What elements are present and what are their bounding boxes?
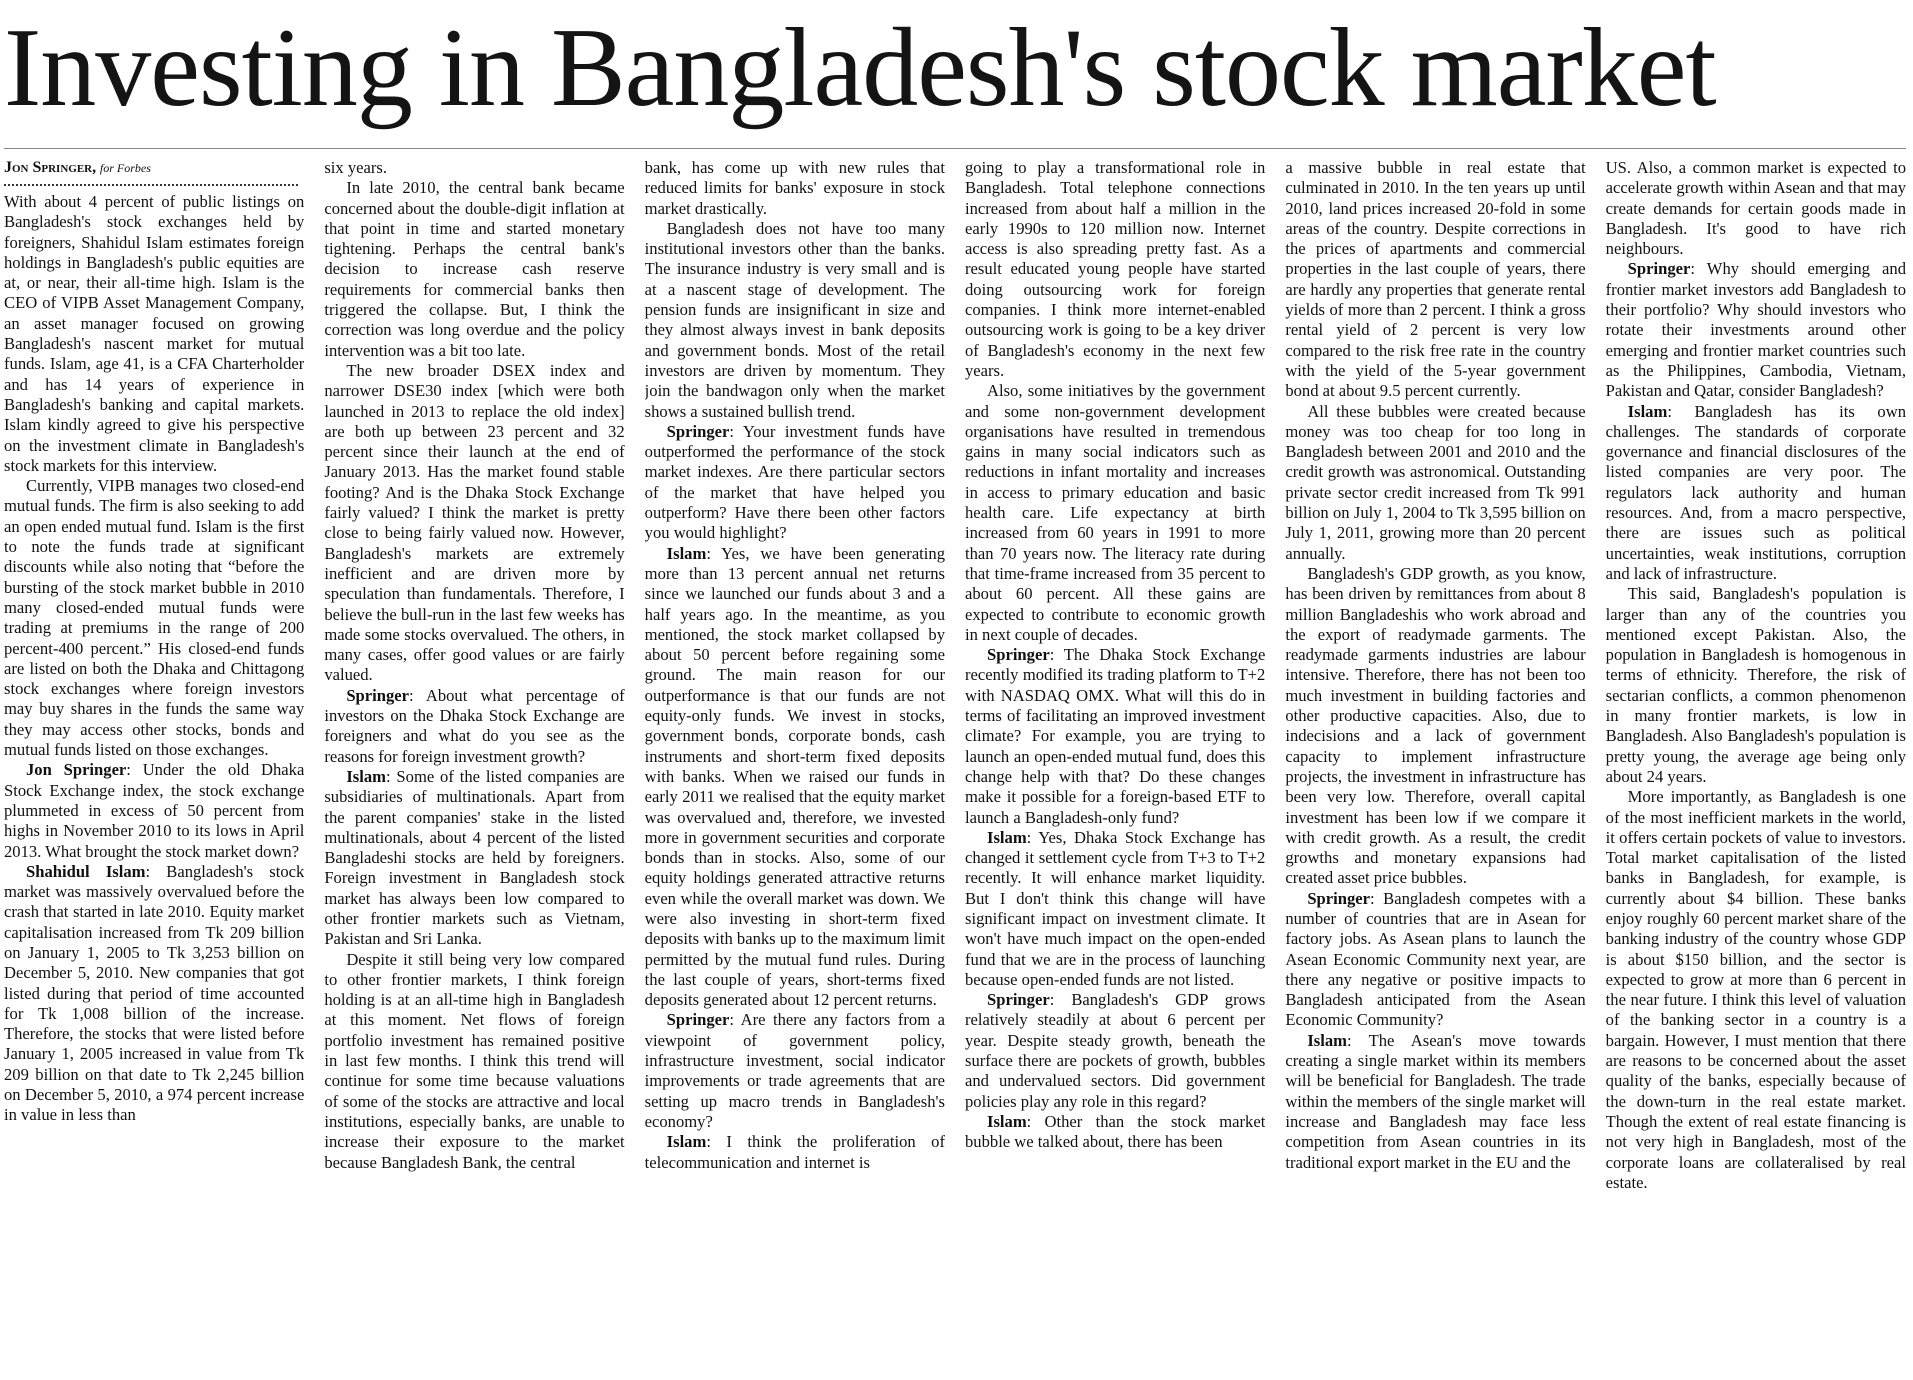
paragraph-text: : Bangladesh has its own challenges. The standards of corporate governance and financial disclosures of the listed companies are very poor. The regulators lack authority and human resources. And, from a macro perspective, there are issues such as political uncertainties, weak institutions, corruption and lack of infrastructure. bbox=[1605, 401, 1906, 583]
article-paragraph bbox=[645, 1132, 945, 1173]
article-paragraph bbox=[1606, 158, 1906, 259]
article-paragraph bbox=[965, 381, 1265, 645]
speaker-label: Islam bbox=[666, 543, 707, 563]
article-paragraph bbox=[324, 767, 624, 950]
article-paragraph bbox=[4, 862, 304, 1126]
article-paragraph bbox=[965, 645, 1265, 828]
article-paragraph bbox=[1606, 402, 1906, 585]
paragraph-text: Bangladesh does not have too many institutional investors other than the banks. The insurance industry is very small and is at a nascent stage of development. The pension funds are insignificant in size and they almost always invest in bank deposits and government bonds. Most of the retail investors are driven by momentum. They join the bandwagon only when the market shows a sustained bullish trend. bbox=[644, 218, 945, 421]
paragraph-text: In late 2010, the central bank became concerned about the double-digit inflation at that point in time and started monetary tightening. Perhaps the central bank's decision to increase cash reserve requirements for commercial banks then triggered the collapse. But, I think the correction was long overdue and the policy intervention was a bit too late. bbox=[324, 178, 625, 360]
paragraph-text: : Yes, Dhaka Stock Exchange has changed it settlement cycle from T+3 to T+2 recently. It will enhance market liquidity. But I don't think this change will have significant impact on investment climate. It won't have much impact on the open-ended fund that we are in the process of launching because open-ended funds are not listed. bbox=[965, 827, 1266, 989]
paragraph-text: Currently, VIPB manages two closed-end mutual funds. The firm is also seeking to add an open ended mutual fund. Islam is the first to note the funds trade at significant discounts while also noting that “before the bursting of the stock market bubble in 2010 many closed-ended mutual funds were trading at premiums in the range of 200 percent-400 percent.” His closed-end funds are listed on both the Dhaka and Chittagong stock exchanges where foreign investors may buy shares in the funds the same way they may access other stocks, bonds and mutual funds listed on those exchanges. bbox=[4, 476, 305, 760]
article-column-1 bbox=[4, 158, 304, 1376]
article-paragraph bbox=[4, 760, 304, 861]
article-paragraph bbox=[324, 158, 624, 178]
byline-divider bbox=[4, 178, 298, 186]
article-paragraph bbox=[965, 990, 1265, 1112]
article-paragraph bbox=[1606, 584, 1906, 787]
paragraph-text: : I think the proliferation of telecommunication and internet is bbox=[644, 1132, 945, 1172]
paragraph-text: : The Dhaka Stock Exchange recently modified its trading platform to T+2 with NASDAQ OMX. What will this do in terms of facilitating an improved investment climate? For example, you are trying to launch an open-ended mutual fund, does this change help with that? Do these changes make it possible for a foreign-based ETF to launch a Bangladesh-only fund? bbox=[965, 645, 1266, 827]
speaker-label: Islam bbox=[346, 766, 386, 786]
speaker-label: Springer bbox=[987, 645, 1050, 665]
article-column-6 bbox=[1606, 158, 1906, 1376]
article-paragraph bbox=[645, 158, 945, 219]
speaker-label: Springer bbox=[666, 1010, 730, 1030]
article-columns bbox=[4, 158, 1906, 1376]
paragraph-text: : Some of the listed companies are subsidiaries of multinationals. Apart from the parent companies' stake in the listed multinationals, about 4 percent of the listed Bangladeshi stocks are held by foreigners. Foreign investment in Bangladesh stock market has always been low compared to other frontier markets such as Vietnam, Pakistan and Sri Lanka. bbox=[324, 766, 625, 949]
article-paragraph bbox=[645, 1010, 945, 1132]
paragraph-text: : The Asean's move towards creating a single market within its members will be beneficial for Bangladesh. The trade within the members of the single market will increase and Bangladesh may face less competition from Asean countries in its traditional export market in the EU and the bbox=[1285, 1030, 1586, 1172]
speaker-label: Islam bbox=[1307, 1030, 1347, 1050]
article-paragraph bbox=[4, 476, 304, 760]
speaker-label: Islam bbox=[987, 1111, 1027, 1131]
headline: Investing in Bangladesh's stock market bbox=[4, 6, 1716, 130]
paragraph-text: : Bangladesh's stock market was massively overvalued before the crash that started in late 2010. Equity market capitalisation increased from Tk 209 billion on January 1, 2005 to Tk 3,253 billion on December 5, 2010. New companies that got listed during that period of time accounted for Tk 1,008 billion of the increase. Therefore, the stocks that were listed before January 1, 2005 increased in value from Tk 209 billion on that date to Tk 2,245 billion on December 5, 2010, a 974 percent increase in value in less than bbox=[4, 861, 305, 1125]
article-paragraph bbox=[645, 219, 945, 422]
paragraph-text: : Other than the stock market bubble we talked about, there has been bbox=[965, 1111, 1266, 1152]
article-paragraph bbox=[965, 828, 1265, 990]
headline-rule bbox=[4, 148, 1906, 149]
article-paragraph bbox=[324, 686, 624, 767]
paragraph-text: Despite it still being very low compared to other frontier markets, I think foreign holding is at an all-time high in Bangladesh at this moment. Net flows of foreign portfolio investment has remained positive in last few months. I think this trend will continue for some time because valuations of some of the stocks are attractive and local institutions, especially banks, are unable to increase their exposure to the market because Bangladesh Bank, the central bbox=[324, 949, 625, 1172]
article-paragraph bbox=[645, 544, 945, 1011]
speaker-label: Springer bbox=[987, 990, 1050, 1010]
article-paragraph bbox=[1606, 787, 1906, 1193]
paragraph-text: : About what percentage of investors on the Dhaka Stock Exchange are foreigners and what do you see as the reasons for foreign investment growth? bbox=[324, 685, 625, 766]
article-paragraph bbox=[1285, 1031, 1585, 1173]
paragraph-text: All these bubbles were created because money was too cheap for too long in Bangladesh between 2001 and 2010 and the credit growth was astronomical. Outstanding private sector credit increased from Tk 991 billion on July 1, 2004 to Tk 3,595 billion on July 1, 2011, growing more than 20 percent annually. bbox=[1285, 401, 1586, 563]
speaker-label: Shahidul Islam bbox=[26, 861, 146, 881]
speaker-label: Jon Springer bbox=[26, 760, 127, 780]
paragraph-text: six years. bbox=[324, 158, 388, 177]
paragraph-text: : Your investment funds have outperformed the performance of the stock market indexes. Are there particular sectors of the market that have helped you outperform? Have there been other factors you would highlight? bbox=[644, 421, 945, 543]
article-column-2 bbox=[324, 158, 624, 1376]
paragraph-text: : Why should emerging and frontier market investors add Bangladesh to their portfolio? Why should investors who rotate their investments around other emerging and frontier market countries such as the Philippines, Cambodia, Vietnam, Pakistan and Qatar, consider Bangladesh? bbox=[1605, 259, 1906, 401]
paragraph-text: : Under the old Dhaka Stock Exchange index, the stock exchange plummeted in excess of 50 percent from highs in November 2010 to its lows in April 2013. What brought the stock market down? bbox=[4, 760, 305, 861]
article-paragraph bbox=[324, 361, 624, 686]
byline-outlet: for Forbes bbox=[99, 161, 151, 175]
paragraph-text: : Yes, we have been generating more than 13 percent annual net returns since we launched our funds about 3 and a half years ago. In the meantime, as you mentioned, the stock market collapsed by about 50 percent before regaining some ground. The main reason for our outperformance is that our funds are not equity-only funds. We invest in stocks, government bonds, corporate bonds, cash instruments and short-term fixed deposits with banks. When we raised our funds in early 2011 we realised that the equity market was overvalued and, therefore, we invested more in government securities and corporate bonds than in stocks. Also, some of our equity holdings generated attractive returns even while the overall market was down. We were also investing in short-term fixed deposits with banks up to the maximum limit permitted by the mutual fund rules. During the last couple of years, short-terms fixed deposits generated about 12 percent returns. bbox=[644, 543, 945, 1010]
article-paragraph bbox=[965, 1112, 1265, 1153]
paragraph-text: Bangladesh's GDP growth, as you know, has been driven by remittances from about 8 million Bangladeshis who work abroad and the export of readymade garments. The readymade garments industries are labour intensive. Therefore, there has not been too much investment in building factories and other productive capacities. Also, due to indecisions and a lack of government capacity to implement infrastructure projects, the investment in infrastructure has been very low. Therefore, overall capital investment has been low if we compare it with credit growth. As a result, the credit growths and monetary expansions had created asset price bubbles. bbox=[1285, 563, 1586, 888]
byline-author: Jon Springer, bbox=[4, 159, 97, 176]
paragraph-text: bank, has come up with new rules that reduced limits for banks' exposure in stock market drastically. bbox=[644, 158, 945, 218]
speaker-label: Islam bbox=[987, 827, 1027, 847]
speaker-label: Springer bbox=[346, 685, 410, 705]
paragraph-text: going to play a transformational role in Bangladesh. Total telephone connections increased from about half a million in the early 1990s to 120 million now. Internet access is also spreading pretty fast. As a result educated young people have started doing outsourcing work for foreign companies. I think more internet-enabled outsourcing work is going to be a key driver of Bangladesh's economy in the next few years. bbox=[965, 158, 1266, 380]
paragraph-text: : Are there any factors from a viewpoint of government policy, infrastructure investment, social indicator improvements or trade agreements that are setting up macro trends in Bangladesh's economy? bbox=[644, 1010, 945, 1131]
paragraph-text: : Bangladesh's GDP grows relatively steadily at about 6 percent per year. Despite steady growth, beneath the surface there are pockets of growth, bubbles and undervalued sectors. Did government policies play any role in this regard? bbox=[965, 990, 1266, 1111]
paragraph-text: More importantly, as Bangladesh is one of the most inefficient markets in the world, it offers certain pockets of value to investors. Total market capitalisation of the listed banks in Bangladesh, for example, is currently about $4 billion. These banks enjoy roughly 60 percent market share of the banking industry of the country whose GDP is about $150 billion, and the sector is expected to grow at more than 6 percent in the near future. I think this level of valuation of the banking sector in a country is a bargain. However, I must mention that there are reasons to be concerned about the asset quality of the banks, especially because of the down-turn in the real estate market. Though the extent of real estate financing is not very high in Bangladesh, most of the corporate loans are collateralised by real estate. bbox=[1605, 787, 1906, 1192]
byline bbox=[4, 158, 304, 178]
article-paragraph bbox=[965, 158, 1265, 381]
paragraph-text: The new broader DSEX index and narrower DSE30 index [which were both launched in 2013 to replace the old index] are both up between 23 percent and 32 percent since their launch at the end of January 2013. Has the market found stable footing? And is the Dhaka Stock Exchange fairly valued? I think the market is pretty close to being fairly valued now. However, Bangladesh's markets are extremely inefficient and are driven more by speculation than fundamentals. Therefore, I believe the bull-run in the last few weeks has made some stocks overvalued. The others, in many cases, offer good values or are fairly valued. bbox=[324, 360, 625, 685]
article-paragraph bbox=[1606, 259, 1906, 401]
paragraph-text: a massive bubble in real estate that culminated in 2010. In the ten years up until 2010, land prices increased 20-fold in some areas of the country. Despite corrections in the prices of apartments and commercial properties in the last couple of years, there are hardly any properties that generate rental yields of more than 2 percent. I think a gross rental yield of 2 percent is very low compared to the risk free rate in the country with the yield of the 5-year government bond at about 9.5 percent currently. bbox=[1285, 158, 1586, 401]
speaker-label: Springer bbox=[1307, 888, 1371, 908]
speaker-label: Islam bbox=[666, 1132, 707, 1152]
article-column-3 bbox=[645, 158, 945, 1376]
speaker-label: Springer bbox=[666, 421, 730, 441]
paragraph-text: With about 4 percent of public listings on Bangladesh's stock exchanges held by foreigners, Shahidul Islam estimates foreign holdings in Bangladesh's public equities are at, or near, their all-time high. Islam is the CEO of VIPB Asset Management Company, an asset manager focused on growing Bangladesh's nascent market for mutual funds. Islam, age 41, is a CFA Charterholder and has 14 years of experience in Bangladesh's banking and capital markets. Islam kindly agreed to give his perspective on the investment climate in Bangladesh's stock markets for this interview. bbox=[4, 192, 305, 475]
article-paragraph bbox=[324, 950, 624, 1173]
article-column-5 bbox=[1285, 158, 1585, 1376]
article-paragraph bbox=[1285, 564, 1585, 889]
speaker-label: Islam bbox=[1627, 401, 1668, 421]
article-column-4 bbox=[965, 158, 1265, 1376]
article-paragraph bbox=[1285, 402, 1585, 564]
paragraph-text: US. Also, a common market is expected to accelerate growth within Asean and that may create demands for certain goods made in Bangladesh. It's good to have rich neighbours. bbox=[1605, 158, 1906, 259]
article-paragraph bbox=[645, 422, 945, 544]
article-paragraph bbox=[1285, 158, 1585, 402]
article-paragraph bbox=[324, 178, 624, 361]
paragraph-text: Also, some initiatives by the government and some non-government development organisations have resulted in tremendous gains in many social indicators such as reductions in infant mortality and increases in access to primary education and basic health care. Life expectancy at birth increased from 60 years in 1991 to more than 70 years now. The literacy rate during that time-frame increased from 35 percent to about 60 percent. All these gains are expected to contribute to economic growth in next couple of decades. bbox=[965, 381, 1266, 644]
paragraph-text: This said, Bangladesh's population is larger than any of the countries you mentioned except Pakistan. Also, the population in Bangladesh is homogenous in terms of ethnicity. Therefore, the risk of sectarian conflicts, a common phenomenon in many frontier markets, is low in Bangladesh. Also Bangladesh's population is pretty young, the average age being only about 24 years. bbox=[1605, 584, 1906, 786]
article-paragraph bbox=[1285, 889, 1585, 1031]
article-paragraph bbox=[4, 192, 304, 476]
paragraph-text: : Bangladesh competes with a number of countries that are in Asean for factory jobs. As Asean plans to launch the Asean Economic Community next year, are there any negative or positive impacts to Bangladesh anticipated from the Asean Economic Community? bbox=[1285, 888, 1586, 1030]
speaker-label: Springer bbox=[1627, 259, 1691, 279]
